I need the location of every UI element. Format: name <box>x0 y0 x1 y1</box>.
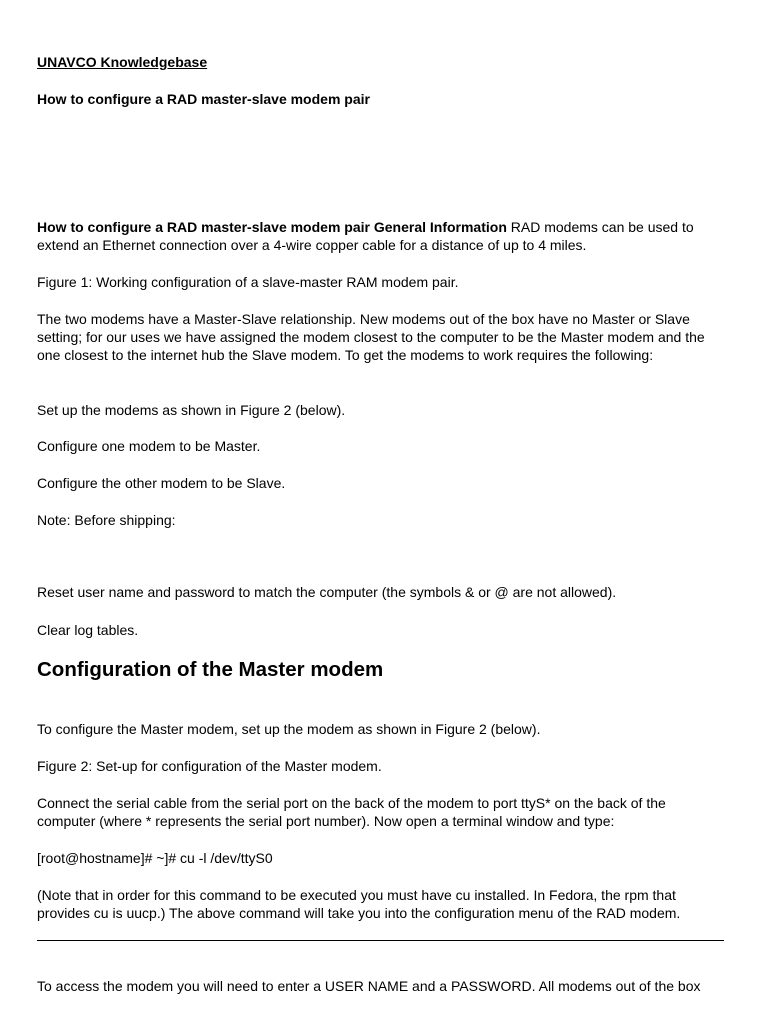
intro-bold-lead: How to configure a RAD master-slave modem pair General Information <box>37 219 507 235</box>
step-configure-slave: Configure the other modem to be Slave. <box>37 475 286 491</box>
connect-serial-paragraph: Connect the serial cable from the serial port on the back of the modem to port ttyS* on the back of the computer (where * represents the serial port number). Now open a terminal window and type: <box>37 795 666 829</box>
shipping-note: Note: Before shipping: <box>37 512 176 528</box>
intro-text: RAD modems can be used to extend an Ethernet connection over a 4-wire copper cable for a distance of up to 4 miles. <box>37 219 694 253</box>
relationship-paragraph: The two modems have a Master-Slave relationship. New modems out of the box have no Master or Slave setting; for our uses we have assigned the modem closest to the computer to be the Master modem and the one closest to the internet hub the Slave modem. To get the modems to work requires the following: <box>37 311 705 363</box>
knowledgebase-title: UNAVCO Knowledgebase <box>37 54 208 70</box>
access-modem-paragraph: To access the modem you will need to enter a USER NAME and a PASSWORD. All modems out of the box <box>37 978 701 994</box>
intro-paragraph <box>37 218 727 254</box>
clear-log-paragraph: Clear log tables. <box>37 622 139 638</box>
configure-master-paragraph: To configure the Master modem, set up the modem as shown in Figure 2 (below). <box>37 721 541 737</box>
horizontal-divider <box>37 940 724 941</box>
terminal-command: [root@hostname]# ~]# cu -l /dev/ttyS0 <box>37 850 273 866</box>
step-setup-modems: Set up the modems as shown in Figure 2 (below). <box>37 402 346 418</box>
cu-install-note: (Note that in order for this command to be executed you must have cu installed. In Fedora, the rpm that provides cu is uucp.) The above command will take you into the configuration menu of the RAD modem. <box>37 887 681 921</box>
step-configure-master: Configure one modem to be Master. <box>37 438 261 454</box>
document-title: How to configure a RAD master-slave modem pair <box>37 91 370 107</box>
figure-2-caption: Figure 2: Set-up for configuration of the Master modem. <box>37 758 382 774</box>
figure-1-caption: Figure 1: Working configuration of a slave-master RAM modem pair. <box>37 274 459 290</box>
reset-credentials-paragraph: Reset user name and password to match the computer (the symbols & or @ are not allowed). <box>37 584 617 600</box>
section-heading-master: Configuration of the Master modem <box>37 658 384 681</box>
